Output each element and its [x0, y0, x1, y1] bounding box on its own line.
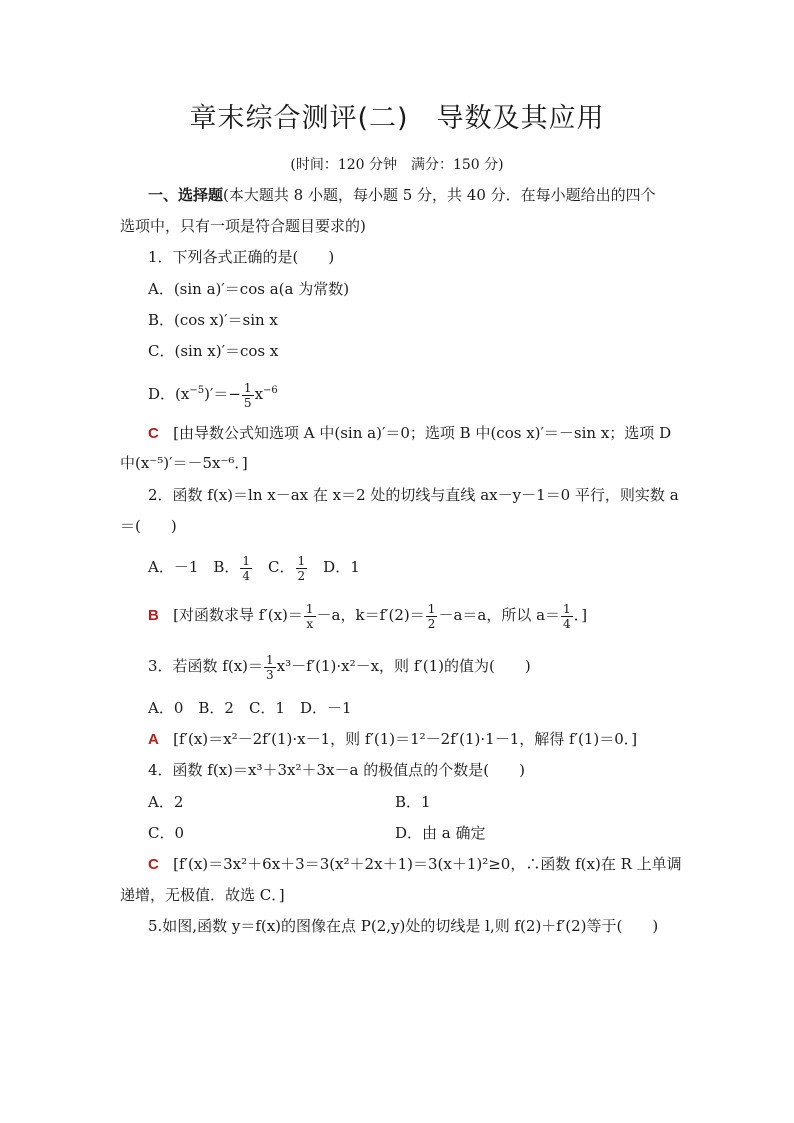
q3-options: A．0 B．2 C．1 D．－1 — [148, 699, 352, 717]
q4-option-c: C．0 — [148, 824, 185, 842]
fraction: $\frac{1}{3}$ — [266, 652, 274, 682]
fraction: $\frac{1}{4}$ — [563, 601, 571, 631]
q3-answer: A — [148, 731, 159, 748]
q1-explanation: C [由导数公式知选项 A 中(sin a)′＝0；选项 B 中(cos x)′＝－sin x；选项 D — [148, 424, 672, 442]
q1-option-d: D．$(x^{-5})'=-$ $\frac{1}{5}$ $x^{-6}$ — [148, 380, 278, 410]
section-intro-text: (本大题共 8 小题，每小题 5 分，共 40 分．在每小题给出的四个 — [223, 186, 656, 204]
document-title — [0, 96, 794, 135]
q3-explanation: A [f′(x)＝x²－2f′(1)·x－1，则 f′(1)＝1²－2f′(1)·1－1，解得 f′(1)＝0．] — [148, 730, 638, 748]
fraction: $\frac{1}{2}$ — [427, 601, 436, 631]
section-intro-cont: 选项中，只有一项是符合题目要求的) — [120, 217, 366, 235]
title-sub: 导数及其应用 — [436, 103, 605, 134]
q1-stem: 1．下列各式正确的是( ) — [148, 248, 335, 266]
fraction: $\frac{1}{2}$ — [297, 553, 306, 583]
q4-option-b: B．1 — [395, 793, 431, 811]
q4-explanation-cont: 递增，无极值．故选 C．] — [120, 886, 285, 904]
q5-stem: 5.如图,函数 y＝f(x)的图像在点 P(2,y)处的切线是 l,则 f(2)＋f′(2)等于( ) — [148, 917, 659, 935]
q1-explanation-cont: 中(x⁻⁵)′＝－5x⁻⁶．] — [120, 454, 248, 472]
q4-explanation: C [f′(x)＝3x²＋6x＋3＝3(x²＋2x＋1)＝3(x＋1)²≥0，∴函数 f(x)在 R 上单调 — [148, 855, 682, 873]
exam-meta: (时间：120 分钟 满分：150 分) — [290, 157, 504, 173]
q1-option-b: B．(cos x)′＝sin x — [148, 311, 278, 329]
fraction: $\frac{1}{x}$ — [305, 601, 314, 631]
q3-stem: 3．若函数 f(x)＝ $\frac{1}{3}$ x³－f′(1)·x²－x，则 f′(1)的值为( ) — [148, 652, 531, 682]
q2-options: A．－1 B． $\frac{1}{4}$ C． $\frac{1}{2}$ D．1 — [148, 553, 360, 583]
q1-option-a: A．(sin a)′＝cos a(a 为常数) — [148, 280, 350, 298]
fraction: $\frac{1}{4}$ — [242, 553, 251, 583]
q2-explanation: B [对函数求导 f′(x)＝ $\frac{1}{x}$ －a，k＝f′(2)＝ $\frac{1}{2}$ －a＝a，所以 a＝ $\frac{1}{4}$ ．] — [148, 601, 588, 631]
q1-answer: C — [148, 425, 159, 442]
q2-answer: B — [148, 607, 159, 624]
q2-stem: 2．函数 f(x)＝ln x－ax 在 x＝2 处的切线与直线 ax－y－1＝0 平行，则实数 a — [148, 486, 679, 504]
q4-option-a: A．2 — [148, 793, 184, 811]
fraction: $\frac{1}{5}$ — [243, 380, 252, 410]
q4-stem: 4．函数 f(x)＝x³＋3x²＋3x－a 的极值点的个数是( ) — [148, 761, 525, 779]
q2-stem-cont: ＝( ) — [120, 517, 177, 535]
section-intro — [148, 185, 656, 205]
q4-answer: C — [148, 856, 159, 873]
section-heading: 一、选择题 — [148, 186, 224, 204]
q4-option-d: D．由 a 确定 — [395, 824, 486, 842]
title-main: 章末综合测评(二) — [189, 103, 409, 134]
q1-option-c: C．(sin x)′＝cos x — [148, 342, 279, 360]
